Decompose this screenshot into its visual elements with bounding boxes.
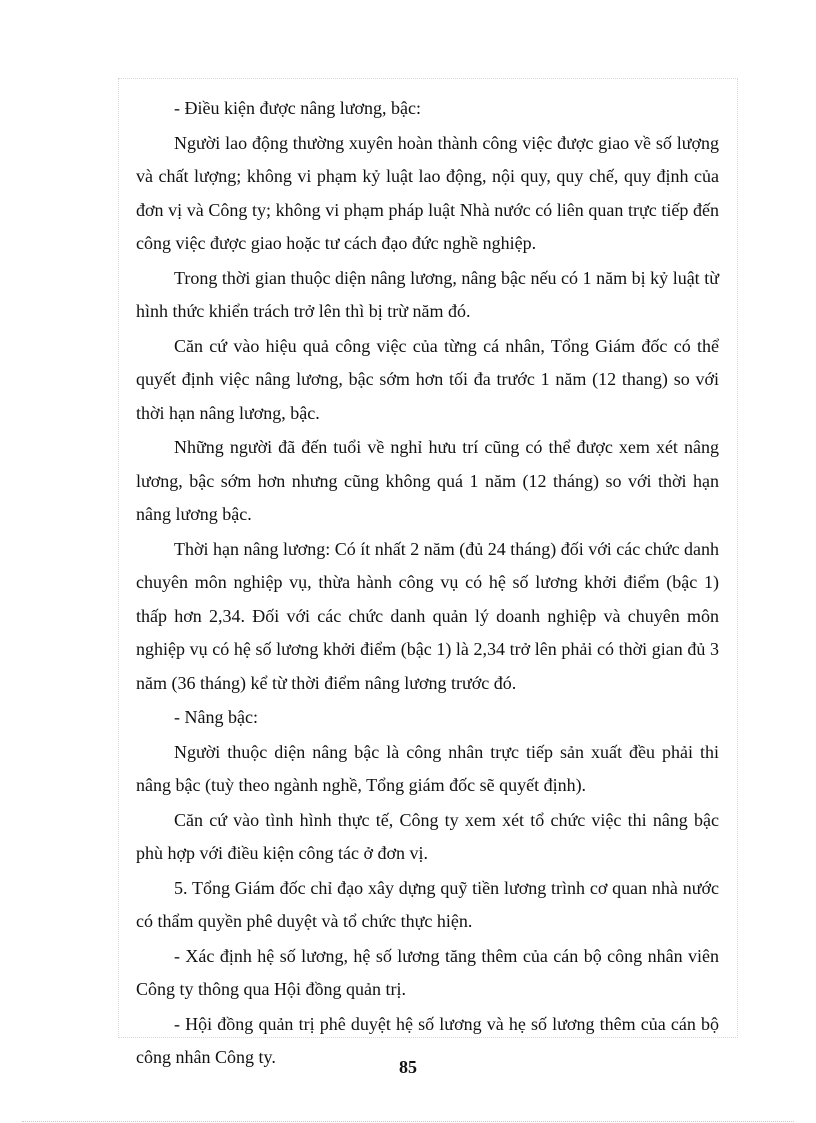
paragraph-exam-organization: Căn cứ vào tình hình thực tế, Công ty xem xét tổ chức việc thi nâng bậc phù hợp với điều kiện công tác ở đơn vị. bbox=[136, 809, 719, 863]
paragraph-grade-exam: Người thuộc diện nâng bậc là công nhân trực tiếp sản xuất đều phải thi nâng bậc (tuỳ theo ngành nghề, Tổng giám đốc sẽ quyết định). bbox=[136, 741, 719, 795]
paragraph-grade-promotion-heading: - Nâng bậc: bbox=[174, 707, 258, 727]
paragraph-early-raise-by-ceo: Căn cứ vào hiệu quả công việc của từng cá nhân, Tổng Giám đốc có thể quyết định việc nâng lương, bậc sớm hơn tối đa trước 1 năm (12 thang) so với thời hạn nâng lương, bậc. bbox=[136, 335, 719, 423]
document-body bbox=[136, 92, 719, 1075]
page-bottom-divider bbox=[22, 1121, 794, 1122]
paragraph-retirement-early-raise: Những người đã đến tuổi về nghỉ hưu trí cũng có thể được xem xét nâng lương, bậc sớm hơn nhưng cũng không quá 1 năm (12 tháng) so với thời hạn nâng lương bậc. bbox=[136, 437, 719, 524]
paragraph-discipline-deduction: Trong thời gian thuộc diện nâng lương, nâng bậc nếu có 1 năm bị kỷ luật từ hình thức khiển trách trở lên thì bị trừ năm đó. bbox=[136, 267, 719, 321]
page-number: 85 bbox=[399, 1057, 417, 1077]
paragraph-employee-requirements: Người lao động thường xuyên hoàn thành công việc được giao về số lượng và chất lượng; không vi phạm kỷ luật lao động, nội quy, quy chế, quy định của đơn vị và Công ty; không vi phạm pháp luật Nhà nước có liên quan trực tiếp đến công việc được giao hoặc tư cách đạo đức nghề nghiệp. bbox=[136, 132, 719, 253]
paragraph-salary-fund: 5. Tổng Giám đốc chỉ đạo xây dựng quỹ tiền lương trình cơ quan nhà nước có thẩm quyền phê duyệt và tổ chức thực hiện. bbox=[136, 877, 719, 931]
paragraph-board-approval: - Hội đồng quản trị phê duyệt hệ số lương và hẹ số lương thêm của cán bộ công nhân Công ty. bbox=[136, 1013, 719, 1067]
paragraph-salary-conditions-heading: - Điều kiện được nâng lương, bậc: bbox=[174, 98, 421, 118]
paragraph-raise-period: Thời hạn nâng lương: Có ít nhất 2 năm (đủ 24 tháng) đối với các chức danh chuyên môn nghiệp vụ, thừa hành công vụ có hệ số lương khởi điểm (bậc 1) thấp hơn 2,34. Đối với các chức danh quản lý doanh nghiệp và chuyên môn nghiệp vụ có hệ số lương khởi điểm (bậc 1) là 2,34 trở lên phải có thời gian đủ 3 năm (36 tháng) kể từ thời điểm nâng lương trước đó. bbox=[136, 538, 719, 693]
paragraph-coefficient-determination: - Xác định hệ số lương, hệ số lương tăng thêm của cán bộ công nhân viên Công ty thông qua Hội đồng quản trị. bbox=[136, 945, 719, 999]
